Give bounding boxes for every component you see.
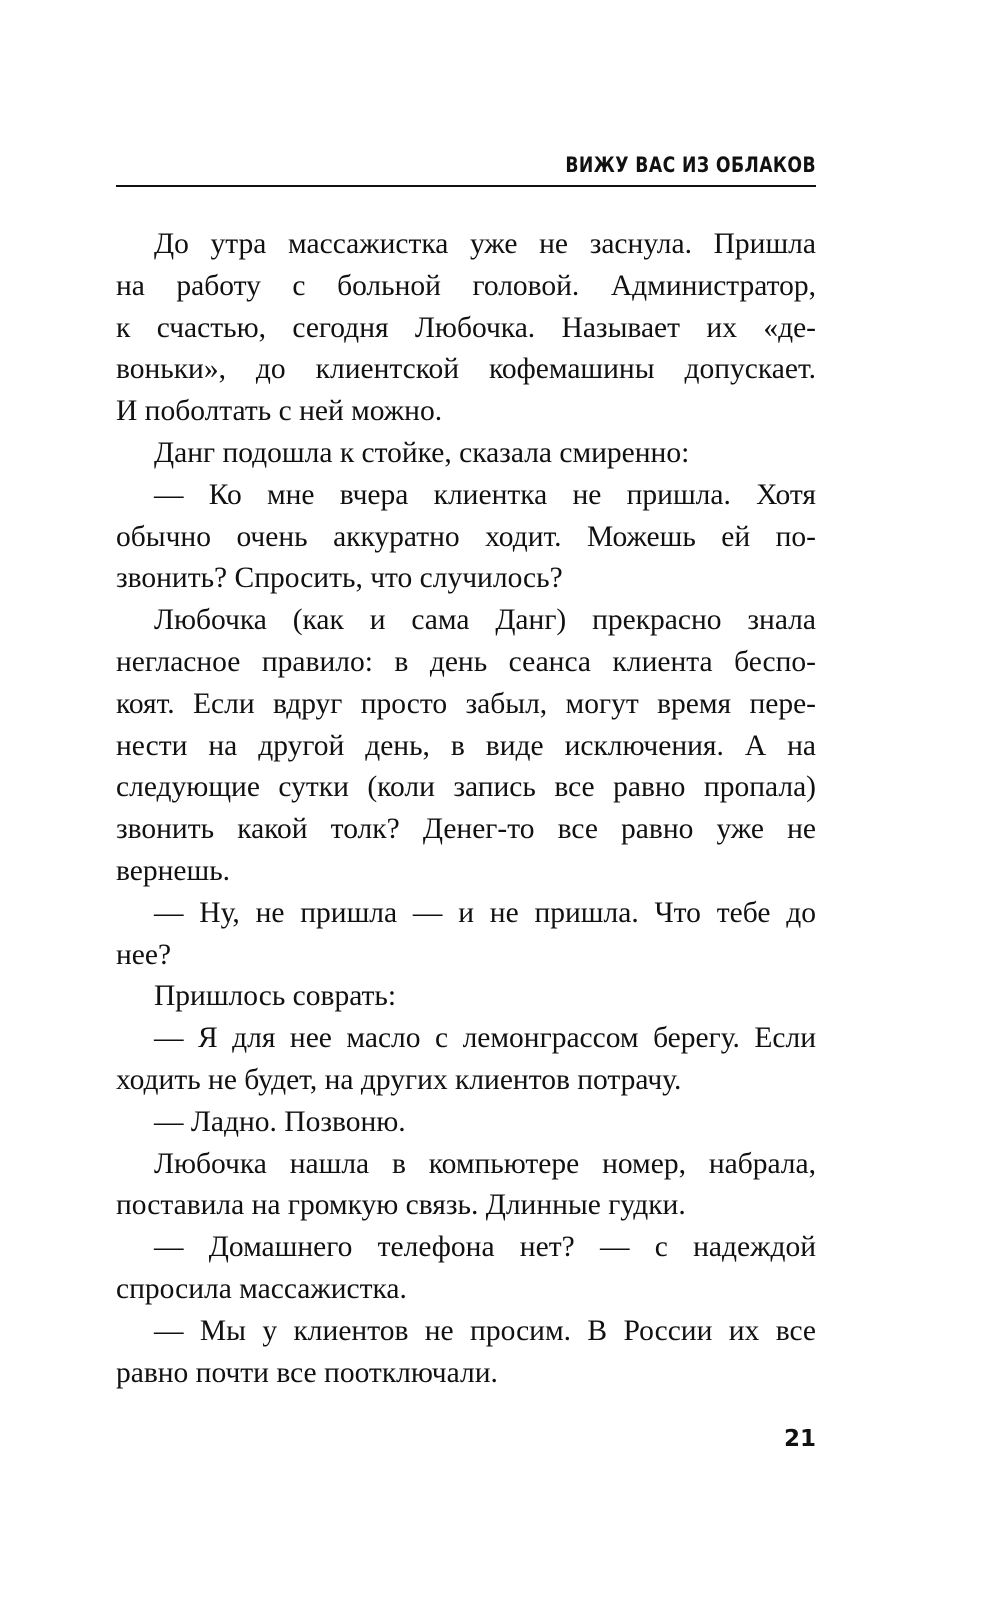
text-line: Любочка нашла в компьютере номер, набрала, (154, 1147, 816, 1180)
text-line: равно почти все поотключали. (116, 1356, 498, 1389)
text-line: спросила массажистка. (116, 1272, 407, 1305)
text-line: вернешь. (116, 854, 231, 887)
text-line: воньки», до клиентской кофемашины допускает. (116, 353, 816, 386)
text-line: нее? (116, 938, 172, 971)
text-line: — Ну, не пришла — и не пришла. Что тебе до (154, 896, 816, 929)
text-line: нести на другой день, в виде исключения. А на (116, 729, 816, 762)
running-head: ВИЖУ ВАС ИЗ ОБЛАКОВ (565, 153, 816, 177)
text-line: — Я для нее масло с лемонграссом берегу. Если (154, 1022, 816, 1055)
header-rule (116, 185, 816, 187)
text-line: — Ладно. Позвоню. (154, 1105, 406, 1138)
text-line: Пришлось соврать: (154, 980, 397, 1013)
body-text (116, 224, 816, 1394)
text-line: До утра массажистка уже не заснула. Пришла (154, 228, 816, 260)
text-line: коят. Если вдруг просто забыл, могут время пере- (116, 687, 816, 720)
text-line: — Мы у клиентов не просим. В России их все (154, 1314, 816, 1347)
text-line: звонить какой толк? Денег-то все равно уже не (116, 813, 816, 846)
page-number: 21 (783, 1426, 816, 1452)
text-line: Любочка (как и сама Данг) прекрасно знала (154, 604, 816, 637)
text-line: негласное правило: в день сеанса клиента беспо- (116, 645, 816, 678)
text-line: ходить не будет, на других клиентов потрачу. (116, 1063, 682, 1096)
text-line: к счастью, сегодня Любочка. Называет их «де- (116, 311, 816, 344)
text-line: И поболтать с ней можно. (116, 395, 443, 428)
text-line: Данг подошла к стойке, сказала смиренно: (154, 436, 690, 469)
text-line: — Домашнего телефона нет? — с надеждой (154, 1231, 816, 1264)
text-line: обычно очень аккуратно ходит. Можешь ей по- (116, 520, 816, 553)
text-line: — Ко мне вчера клиентка не пришла. Хотя (154, 478, 816, 511)
text-line: следующие сутки (коли запись все равно пропала) (116, 771, 816, 804)
text-line: поставила на громкую связь. Длинные гудки. (116, 1189, 686, 1222)
text-line: на работу с больной головой. Администратор, (116, 269, 816, 302)
text-line: звонить? Спросить, что случилось? (116, 562, 563, 595)
